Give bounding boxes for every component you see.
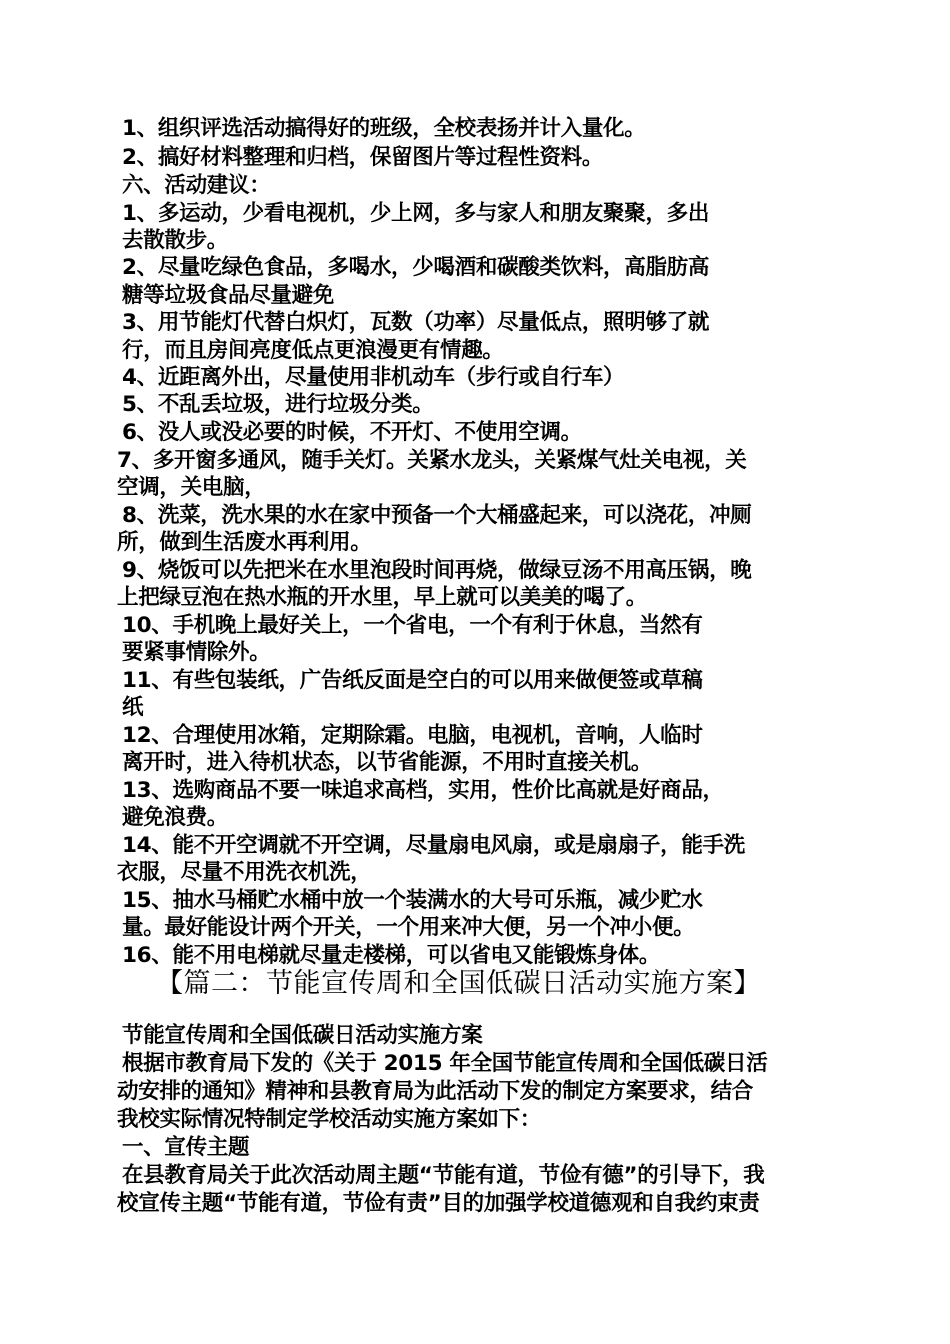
text-line: 10、手机晚上最好关上，一个省电，一个有利于休息，当然有: [122, 613, 703, 638]
text-line: 5、不乱丢垃圾，进行垃圾分类。: [122, 392, 434, 417]
text-line: 我校实际情况特制定学校活动实施方案如下：: [117, 1107, 542, 1132]
section-heading-six: 六、活动建议：: [122, 173, 271, 198]
text-line: 13、选购商品不要一味追求高档，实用，性价比高就是好商品，: [122, 778, 724, 803]
text-line: 行，而且房间亮度低点更浪漫更有情趣。: [122, 338, 504, 363]
text-line: 糖等垃圾食品尽量避免: [122, 283, 335, 308]
text-line: 量。最好能设计两个开关，一个用来冲大便，另一个冲小便。: [122, 915, 695, 940]
text-line: 16、能不用电梯就尽量走楼梯，可以省电又能锻炼身体。: [122, 943, 661, 968]
text-line: 9、烧饭可以先把米在水里泡段时间再烧，做绿豆汤不用高压锅，晚: [122, 558, 752, 583]
text-line: 6、没人或没必要的时候，不开灯、不使用空调。: [122, 420, 582, 445]
text-line: 2、尽量吃绿色食品，多喝水，少喝酒和碳酸类饮料，高脂肪高: [122, 255, 710, 280]
text-line: 空调，关电脑，: [117, 475, 266, 500]
text-line: 纸: [122, 695, 144, 720]
text-line: 1、多运动，少看电视机，少上网，多与家人和朋友聚聚，多出: [122, 201, 710, 226]
text-line: 动安排的通知》精神和县教育局为此活动下发的制定方案要求，结合: [117, 1079, 754, 1104]
text-line: 在县教育局关于此次活动周主题“节能有道，节俭有德”的引导下，我: [122, 1163, 765, 1188]
text-line: 2、搞好材料整理和归档，保留图片等过程性资料。: [122, 145, 604, 170]
plan-title: 节能宣传周和全国低碳日活动实施方案: [122, 1023, 483, 1048]
text-line: 校宣传主题“节能有道，节俭有责”目的加强学校道德观和自我约束责: [117, 1191, 760, 1216]
text-line: 8、洗菜，洗水果的水在家中预备一个大桶盛起来，可以浇花，冲厕: [122, 503, 752, 528]
text-line: 3、用节能灯代替白炽灯，瓦数（功率）尽量低点，照明够了就: [122, 310, 710, 335]
text-line: 去散散步。: [122, 228, 229, 253]
text-line: 11、有些包装纸，广告纸反面是空白的可以用来做便签或草稿: [122, 668, 703, 693]
section-heading-one: 一、宣传主题: [122, 1135, 250, 1160]
text-line: 要紧事情除外。: [122, 640, 271, 665]
text-line: 根据市教育局下发的《关于 2015 年全国节能宣传周和全国低碳日活: [122, 1051, 768, 1076]
text-line: 离开时，进入待机状态，以节省能源，不用时直接关机。: [122, 750, 653, 775]
text-line: 1、组织评选活动搞得好的班级，全校表扬并计入量化。: [122, 116, 646, 141]
text-line: 14、能不开空调就不开空调，尽量扇电风扇，或是扇扇子，能手洗: [122, 833, 745, 858]
text-line: 上把绿豆泡在热水瓶的开水里，早上就可以美美的喝了。: [117, 585, 648, 610]
text-line: 12、合理使用冰箱，定期除霜。电脑，电视机，音响，人临时: [122, 723, 703, 748]
text-line: 7、多开窗多通风，随手关灯。关紧水龙头，关紧煤气灶关电视，关: [117, 448, 747, 473]
text-line: 4、近距离外出，尽量使用非机动车（步行或自行车）: [122, 365, 625, 390]
text-line: 避免浪费。: [122, 805, 229, 830]
chapter-heading: 【篇二：节能宣传周和全国低碳日活动实施方案】: [156, 968, 761, 999]
text-line: 所，做到生活废水再利用。: [117, 530, 372, 555]
text-line: 15、抽水马桶贮水桶中放一个装满水的大号可乐瓶，减少贮水: [122, 888, 703, 913]
text-line: 衣服，尽量不用洗衣机洗，: [117, 860, 372, 885]
